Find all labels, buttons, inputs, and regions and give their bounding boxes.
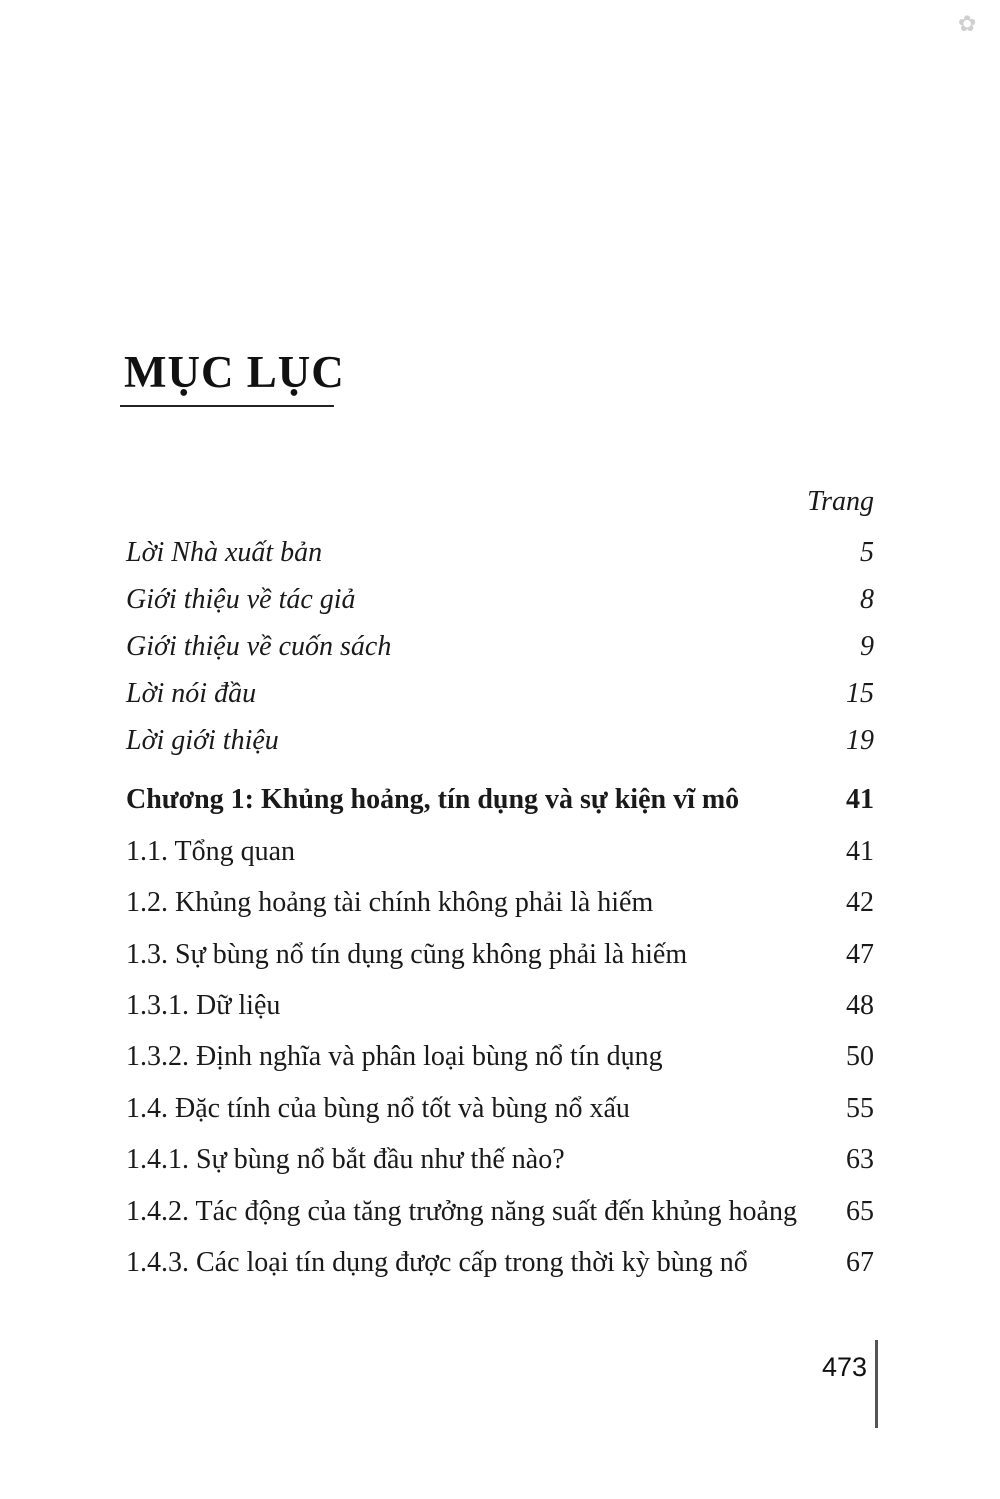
toc-entry-title: 1.4.3. Các loại tín dụng được cấp trong thời kỳ bùng nổ (126, 1247, 748, 1278)
toc-entry[interactable] (126, 630, 874, 664)
toc-entry-page: 5 (860, 537, 874, 568)
toc-entry-page: 50 (846, 1041, 874, 1072)
toc-entry-page: 9 (860, 631, 874, 662)
toc-entry-title: Lời nói đầu (126, 678, 257, 709)
toc-entry-title: 1.3. Sự bùng nổ tín dụng cũng không phải là hiếm (126, 939, 688, 970)
toc-entry-page: 55 (846, 1093, 874, 1124)
toc-entry[interactable] (126, 886, 874, 920)
toc-entry-title: Chương 1: Khủng hoảng, tín dụng và sự kiện vĩ mô (126, 784, 740, 815)
toc-entry-title: 1.3.1. Dữ liệu (126, 990, 281, 1021)
toc-entry-title: Lời giới thiệu (126, 725, 279, 756)
page-column-label: Trang (807, 486, 874, 517)
toc-entry-page: 63 (846, 1144, 874, 1175)
toc-entry-title: 1.1. Tổng quan (126, 836, 296, 867)
toc-entry[interactable] (126, 677, 874, 711)
toc-entry-title: 1.4.2. Tác động của tăng trưởng năng suất đến khủng hoảng (126, 1196, 797, 1227)
toc-entry-page: 47 (846, 939, 874, 970)
toc-entry-title: 1.2. Khủng hoảng tài chính không phải là hiếm (126, 887, 654, 918)
toc-entry[interactable] (126, 1092, 874, 1126)
toc-entry-title: 1.4. Đặc tính của bùng nổ tốt và bùng nổ xấu (126, 1093, 630, 1124)
toc-entry-title: Giới thiệu về cuốn sách (126, 631, 392, 662)
page-title: MỤC LỤC (124, 347, 345, 397)
toc-entry-title: Lời Nhà xuất bản (126, 537, 323, 568)
toc-entry[interactable] (126, 1143, 874, 1177)
toc-entry-title: 1.3.2. Định nghĩa và phân loại bùng nổ tín dụng (126, 1041, 663, 1072)
toc-chapter-entry[interactable] (126, 783, 874, 817)
toc-entry-page: 41 (846, 836, 874, 867)
page-number: 473 (822, 1352, 868, 1382)
toc-entry-page: 48 (846, 990, 874, 1021)
toc-entry-page: 42 (846, 887, 874, 918)
toc-entry-page: 19 (846, 725, 874, 756)
toc-entry-page: 65 (846, 1196, 874, 1227)
toc-entry[interactable] (126, 724, 874, 758)
toc-entry[interactable] (126, 1195, 874, 1229)
toc-entry-page: 41 (846, 784, 874, 815)
toc-entry-title: 1.4.1. Sự bùng nổ bắt đầu như thế nào? (126, 1144, 565, 1175)
toc-entry-page: 67 (846, 1247, 874, 1278)
toc-entry[interactable] (126, 583, 874, 617)
flower-icon: ✿ (958, 12, 977, 37)
title-underline (120, 405, 334, 407)
toc-entry[interactable] (126, 1246, 874, 1280)
toc-entry[interactable] (126, 938, 874, 972)
toc-entry[interactable] (126, 1040, 874, 1074)
toc-entry-page: 8 (860, 584, 874, 615)
page-number-divider (875, 1340, 878, 1428)
toc-entry-title: Giới thiệu về tác giả (126, 584, 356, 615)
toc-entry[interactable] (126, 835, 874, 869)
toc-entry-page: 15 (846, 678, 874, 709)
toc-entry[interactable] (126, 536, 874, 570)
toc-entry[interactable] (126, 989, 874, 1023)
